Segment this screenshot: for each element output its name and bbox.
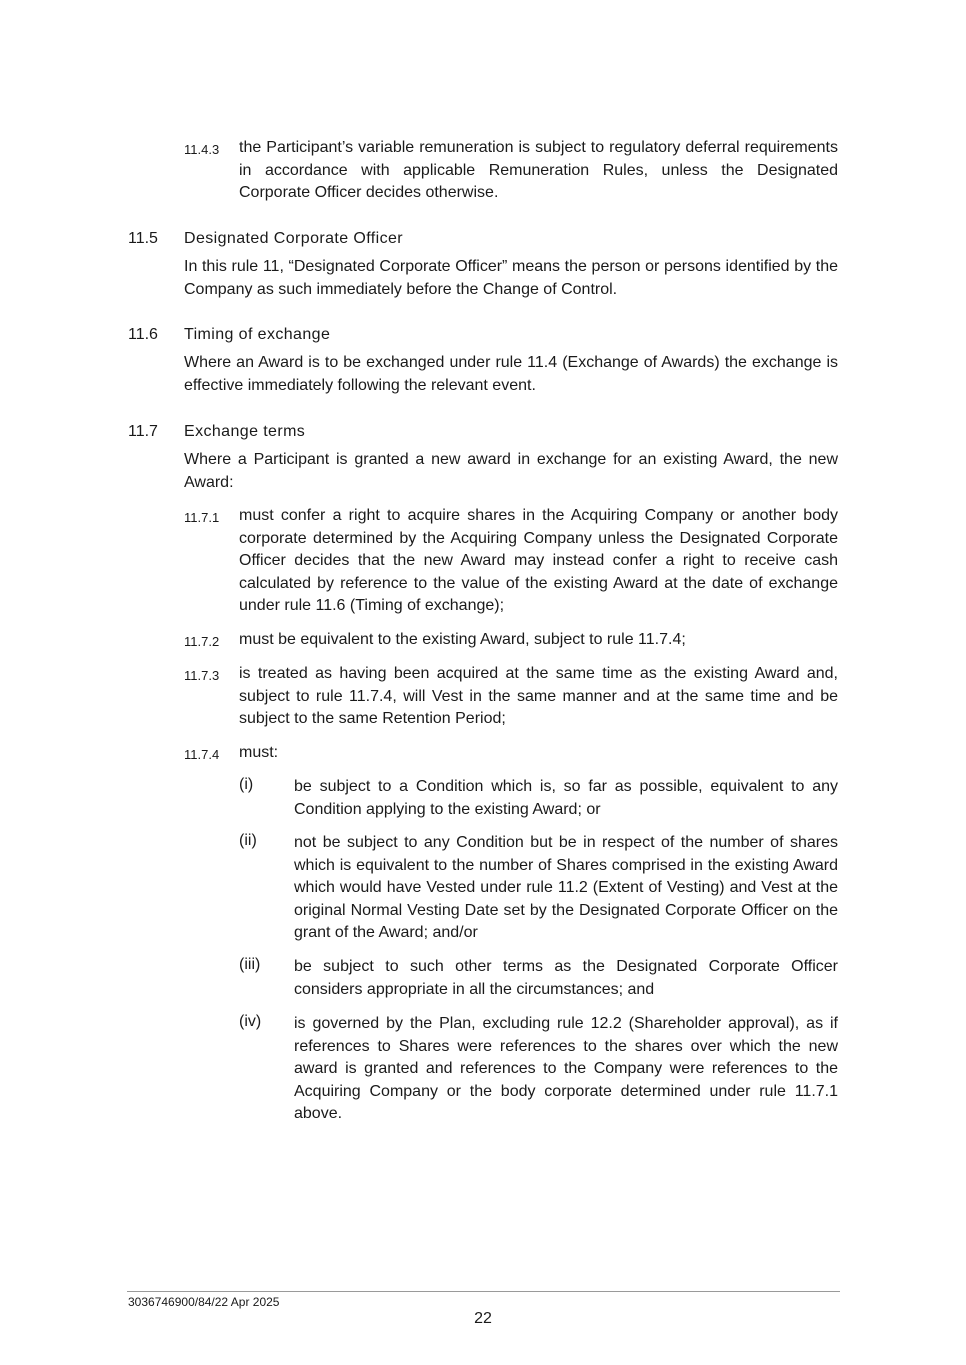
footer-divider <box>127 1291 840 1292</box>
page-number: 22 <box>474 1310 492 1327</box>
subclause-text-iii: be subject to such other terms as the Designated Corporate Officer considers appropriate in all the circumstances; and <box>294 958 838 998</box>
section-number-11-5: 11.5 <box>128 230 158 247</box>
clause-number-11-7-1: 11.7.1 <box>184 510 220 525</box>
clause-number-11-7-2: 11.7.2 <box>184 634 220 649</box>
document-reference: 3036746900/84/22 Apr 2025 <box>128 1295 280 1309</box>
clause-number-11-7-3: 11.7.3 <box>184 668 220 683</box>
clause-text-11-7-4: must: <box>239 744 279 761</box>
section-body-11-6: Where an Award is to be exchanged under rule 11.4 (Exchange of Awards) the exchange is effective immediately following the relevant event. <box>184 354 838 394</box>
subclause-text-i: be subject to a Condition which is, so far as possible, equivalent to any Condition applying to the existing Award; or <box>294 778 838 818</box>
section-body-11-7: Where a Participant is granted a new award in exchange for an existing Award, the new Award: <box>184 451 838 491</box>
subclause-number-ii: (ii) <box>239 832 257 849</box>
section-heading-11-7: Exchange terms <box>184 423 306 440</box>
subclause-number-iv: (iv) <box>239 1013 262 1030</box>
clause-number-11-4-3: 11.4.3 <box>184 142 220 157</box>
clause-text-11-7-3: is treated as having been acquired at the same time as the existing Award and, subject to rule 11.7.4, will Vest in the same manner and at the same time and be subject to the same Retention Period; <box>239 665 838 728</box>
section-number-11-6: 11.6 <box>128 326 158 343</box>
clause-number-11-7-4: 11.7.4 <box>184 747 220 762</box>
section-heading-11-5: Designated Corporate Officer <box>184 230 404 247</box>
subclause-number-i: (i) <box>239 776 254 793</box>
section-number-11-7: 11.7 <box>128 423 158 440</box>
subclause-number-iii: (iii) <box>239 956 261 973</box>
subclause-text-iv: is governed by the Plan, excluding rule 12.2 (Shareholder approval), as if references to Shares were references to the shares over which the new award is granted and references to the Company were references to the Acquiring Company or the body corporate determined under rule 11.7.1 above. <box>294 1015 838 1123</box>
section-heading-11-6: Timing of exchange <box>184 326 331 343</box>
clause-text-11-7-2: must be equivalent to the existing Award, subject to rule 11.7.4; <box>239 631 686 648</box>
subclause-text-ii: not be subject to any Condition but be in respect of the number of shares which is equivalent to the number of Shares comprised in the existing Award which would have Vested under rule 11.2 (Extent of Vesting) and Vest at the original Normal Vesting Date set by the Designated Corporate Officer on the grant of the Award; and/or <box>294 834 838 942</box>
clause-text-11-4-3: the Participant’s variable remuneration is subject to regulatory deferral requirements in accordance with applicable Remuneration Rules, unless the Designated Corporate Officer decides otherwise. <box>239 139 838 202</box>
section-body-11-5: In this rule 11, “Designated Corporate Officer” means the person or persons identified by the Company as such immediately before the Change of Control. <box>184 258 838 298</box>
clause-text-11-7-1: must confer a right to acquire shares in the Acquiring Company or another body corporate determined by the Acquiring Company unless the Designated Corporate Officer decides that the new Award may instead confer a right to receive cash calculated by reference to the value of the existing Award at the date of exchange under rule 11.6 (Timing of exchange); <box>239 507 838 615</box>
